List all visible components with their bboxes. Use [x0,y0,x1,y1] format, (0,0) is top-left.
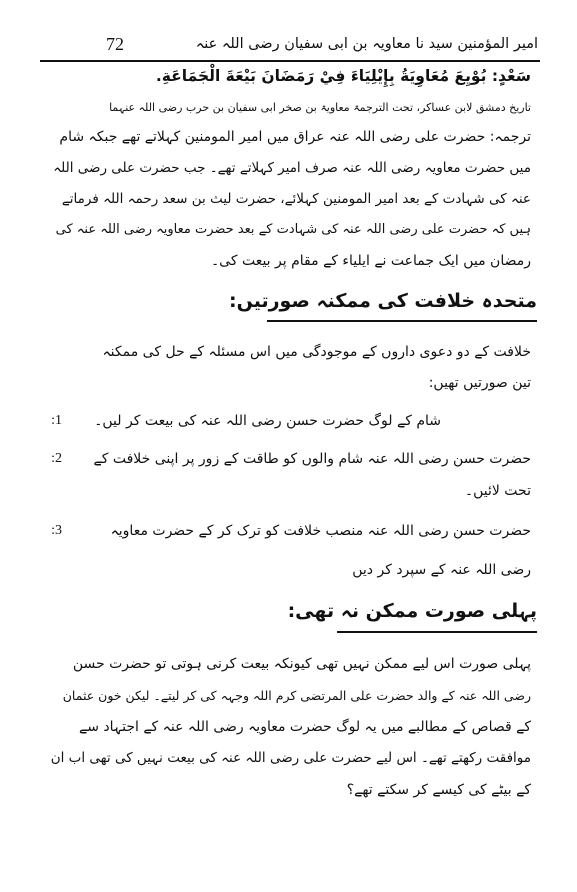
text-line: کے قصاص کے مطالبے میں یہ لوگ حضرت معاویہ رضی اللہ عنہ کے اجتہاد سے [79,719,531,735]
list-item-text: حضرت حسن رضی اللہ عنہ شام والوں کو طاقت کے زور پر اپنی خلافت کے [93,451,531,467]
heading-underline [267,320,537,322]
text-line: تحت لائیں۔ [464,483,531,499]
text-line: پہلی صورت اس لیے ممکن نہیں تھی کیونکہ بیعت کرنی ہوتی تو حضرت حسن [72,656,531,672]
text-line: خلافت کے دو دعوی داروں کے موجودگی میں اس مسئلہ کے حل کی ممکنہ [102,344,531,360]
running-title: امیر المؤمنین سید نا معاویہ بن ابی سفیان رضی اللہ عنہ [195,36,538,52]
heading-underline [337,631,537,633]
text-line: رضی اللہ عنہ کے سپرد کر دیں [352,562,531,578]
page-number: 72 [106,34,124,54]
text-line: میں حضرت معاویہ رضی اللہ عنہ صرف امیر کہلاتے تھے۔ جب حضرت علی رضی اللہ [53,160,531,176]
list-item-text: حضرت حسن رضی اللہ عنہ منصب خلافت کو ترک کر کے حضرت معاویہ [110,523,531,539]
page-header [40,34,540,62]
text-line: موافقت رکھتے تھے۔ اس لیے حضرت علی رضی اللہ عنہ کی بیعت نہیں کی تھی اب ان [50,750,531,766]
section-heading: متحدہ خلافت کی ممکنہ صورتیں: [229,290,537,312]
text-line: ہیں کہ حضرت علی رضی اللہ عنہ کی شہادت کے بعد حضرت معاویہ رضی اللہ عنہ کی [55,222,531,237]
book-page: 72 امیر المؤمنین سید نا معاویہ بن ابی سفیان رضی اللہ عنہ سَعْدٍ: بُوْيِعَ مُعَاوِيَةُ بِإِيْلِيَاءَ فِيْ رَمَضَانَ بَيْعَةَ الْجَمَاعَةِ. تاریخ دمشق لابن عساکر، تحت الترجمۃ معاویۃ بن صخر ابی سفیان بن حرب رضی اللہ عنہما ترجمہ: حضرت علی رضی اللہ عنہ عراق میں امیر المومنین کہلاتے تھے جبکہ شام میں حضرت معاویہ رضی اللہ عنہ صرف امیر کہلاتے تھے۔ جب حضرت علی رضی اللہ عنہ کی شہادت کے بعد امیر المومنین کہلائے، حضرت لیث بن سعد رحمہ اللہ فرماتے ہیں کہ حضرت علی رضی اللہ عنہ کی شہادت کے بعد حضرت معاویہ رضی اللہ عنہ کی رمضان میں ایک جماعت نے ایلیاء کے مقام پر بیعت کی۔ متحدہ خلافت کی ممکنہ صورتیں: خلافت کے دو دعوی داروں کے موجودگی میں اس مسئلہ کے حل کی ممکنہ تین صورتیں تھیں: 1: شام کے لوگ حضرت حسن رضی اللہ عنہ کی بیعت کر لیں۔ 2: حضرت حسن رضی اللہ عنہ شام والوں کو طاقت کے زور پر اپنی خلافت کے تحت لائیں۔ 3: حضرت حسن رضی اللہ عنہ منصب خلافت کو ترک کر کے حضرت معاویہ رضی اللہ عنہ کے سپرد کر دیں پہلی صورت ممکن نہ تھی: پہلی صورت اس لیے ممکن نہیں تھی کیونکہ بیعت کرنی ہوتی تو حضرت حسن رضی اللہ عنہ کے والد حضرت علی المرتضی کرم اللہ وجہہ کی کر لیتے۔ لیکن خون عثمان کے قصاص کے مطالبے میں یہ لوگ حضرت معاویہ رضی اللہ عنہ کے اجتہاد سے موافقت رکھتے تھے۔ اس لیے حضرت علی رضی اللہ عنہ کی بیعت نہیں کی تھی اب ان کے بیٹے کی کیسے کر سکتے تھے؟ [0,0,577,892]
arabic-quote: سَعْدٍ: بُوْيِعَ مُعَاوِيَةُ بِإِيْلِيَاءَ فِيْ رَمَضَانَ بَيْعَةَ الْجَمَاعَةِ. [155,67,531,85]
text-line: ترجمہ: حضرت علی رضی اللہ عنہ عراق میں امیر المومنین کہلاتے تھے جبکہ شام [59,129,531,145]
text-line: رضی اللہ عنہ کے والد حضرت علی المرتضی کرم اللہ وجہہ کی کر لیتے۔ لیکن خون عثمان [62,688,531,703]
section-heading: پہلی صورت ممکن نہ تھی: [287,600,537,622]
source-citation: تاریخ دمشق لابن عساکر، تحت الترجمۃ معاویۃ بن صخر ابی سفیان بن حرب رضی اللہ عنہما [109,101,531,114]
text-line: تین صورتیں تھیں: [428,375,531,391]
text-line: کے بیٹے کی کیسے کر سکتے تھے؟ [346,782,531,798]
list-item-text: شام کے لوگ حضرت حسن رضی اللہ عنہ کی بیعت کر لیں۔ [94,413,441,429]
text-line: رمضان میں ایک جماعت نے ایلیاء کے مقام پر بیعت کی۔ [210,253,531,269]
text-line: عنہ کی شہادت کے بعد امیر المومنین کہلائے، حضرت لیث بن سعد رحمہ اللہ فرماتے [61,191,531,207]
